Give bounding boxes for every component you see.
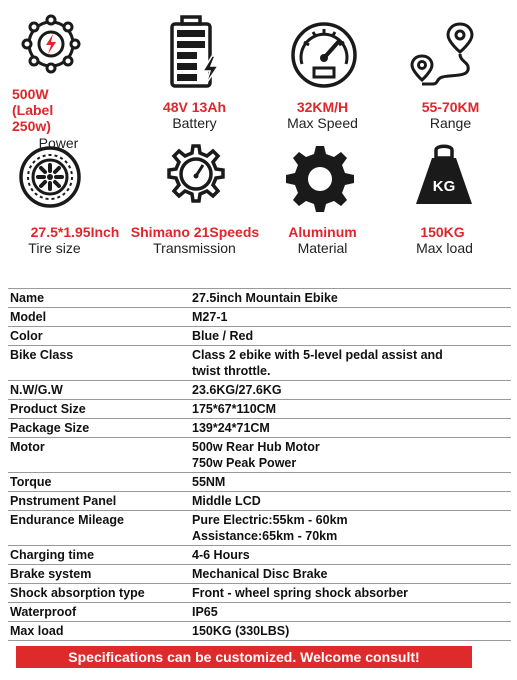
spec-value	[190, 511, 511, 546]
spec-value-line: Middle LCD	[192, 494, 261, 508]
spec-value-line: 139*24*71CM	[192, 421, 270, 435]
spec-row	[8, 327, 511, 346]
spec-table	[8, 288, 511, 641]
feature-power	[0, 0, 129, 150]
tire-size-label: Tire size	[28, 240, 81, 256]
spec-value-line: 27.5inch Mountain Ebike	[192, 291, 338, 305]
transmission-label: Transmission	[153, 240, 236, 256]
spec-key: Name	[8, 289, 190, 308]
spec-row	[8, 346, 511, 381]
spec-row	[8, 546, 511, 565]
spec-row	[8, 622, 511, 641]
battery-label: Battery	[172, 115, 217, 131]
spec-key: Product Size	[8, 400, 190, 419]
spec-key: Motor	[8, 438, 190, 473]
feature-material	[258, 140, 387, 260]
spec-row	[8, 603, 511, 622]
spec-key: Waterproof	[8, 603, 190, 622]
spec-value-line: 750w Peak Power	[192, 456, 297, 470]
spec-row	[8, 492, 511, 511]
spec-key: Shock absorption type	[8, 584, 190, 603]
feature-battery	[130, 0, 259, 150]
spec-value	[190, 289, 511, 308]
spec-value	[190, 438, 511, 473]
spec-row	[8, 473, 511, 492]
max-load-value: 150KG	[420, 224, 465, 240]
spec-row	[8, 308, 511, 327]
spec-value-line: M27-1	[192, 310, 228, 324]
spec-value-line: Front - wheel spring shock absorber	[192, 586, 409, 600]
spec-value-line: Pure Electric:55km - 60km	[192, 513, 348, 527]
spec-value	[190, 308, 511, 327]
spec-row	[8, 584, 511, 603]
range-value: 55-70KM	[421, 99, 480, 115]
feature-max-speed	[258, 0, 387, 150]
spec-row	[8, 419, 511, 438]
customize-banner: Specifications can be customized. Welcome consult!	[16, 646, 472, 668]
spec-value	[190, 565, 511, 584]
spec-row	[8, 400, 511, 419]
spec-value	[190, 473, 511, 492]
spec-value-line: 150KG (330LBS)	[192, 624, 290, 638]
spec-key: Torque	[8, 473, 190, 492]
spec-key: N.W/G.W	[8, 381, 190, 400]
max-speed-value: 32KM/H	[296, 99, 349, 115]
range-label: Range	[429, 115, 472, 131]
spec-value	[190, 419, 511, 438]
tire-size-value: 27.5*1.95Inch	[30, 224, 120, 240]
spec-value-line: Class 2 ebike with 5-level pedal assist and	[192, 348, 443, 362]
spec-key: Brake system	[8, 565, 190, 584]
power-value-label: (Label	[12, 102, 54, 118]
tire-icon	[18, 145, 82, 209]
feature-range	[386, 0, 515, 150]
spec-value	[190, 492, 511, 511]
spec-key: Charging time	[8, 546, 190, 565]
feature-transmission	[130, 140, 259, 260]
aluminum-gear-icon	[284, 144, 356, 214]
power-value: 500W	[12, 86, 49, 102]
weight-icon-text: KG	[432, 178, 456, 195]
spec-value-line: twist throttle.	[192, 364, 271, 378]
spec-value-line: 175*67*110CM	[192, 402, 277, 416]
spec-value-line: 4-6 Hours	[192, 548, 250, 562]
spec-value	[190, 622, 511, 641]
feature-tire-size	[0, 140, 129, 260]
spec-value-line: Mechanical Disc Brake	[192, 567, 328, 581]
spec-value	[190, 381, 511, 400]
battery-value: 48V 13Ah	[162, 99, 227, 115]
spec-row	[8, 438, 511, 473]
material-value: Aluminum	[288, 224, 357, 240]
spec-row	[8, 289, 511, 308]
material-label: Material	[297, 240, 348, 256]
battery-icon	[160, 14, 230, 90]
spec-key: Color	[8, 327, 190, 346]
spec-value	[190, 346, 511, 381]
spec-value	[190, 584, 511, 603]
power-label: Power	[38, 135, 79, 151]
spec-value-line: 23.6KG/27.6KG	[192, 383, 282, 397]
spec-value-line: IP65	[192, 605, 218, 619]
route-icon	[408, 22, 482, 88]
spec-key: Max load	[8, 622, 190, 641]
transmission-value: Shimano 21Speeds	[130, 224, 260, 240]
spec-key: Pnstrument Panel	[8, 492, 190, 511]
gear-speedometer-icon	[152, 142, 234, 212]
max-speed-label: Max Speed	[287, 115, 358, 131]
spec-row	[8, 381, 511, 400]
spec-key: Package Size	[8, 419, 190, 438]
power-value-label-2: 250w)	[12, 118, 51, 134]
spec-value	[190, 400, 511, 419]
spec-value	[190, 603, 511, 622]
spec-key: Bike Class	[8, 346, 190, 381]
spec-key: Model	[8, 308, 190, 327]
spec-value-line: 55NM	[192, 475, 226, 489]
motor-icon	[18, 14, 84, 74]
spec-value	[190, 327, 511, 346]
weight-icon	[412, 142, 476, 206]
spec-value	[190, 546, 511, 565]
spec-value-line: Blue / Red	[192, 329, 254, 343]
spec-row	[8, 565, 511, 584]
spec-value-line: Assistance:65km - 70km	[192, 529, 338, 543]
spec-value-line: 500w Rear Hub Motor	[192, 440, 320, 454]
speedometer-icon	[288, 20, 360, 90]
feature-max-load	[386, 140, 515, 260]
spec-row	[8, 511, 511, 546]
spec-key: Endurance Mileage	[8, 511, 190, 546]
max-load-label: Max load	[416, 240, 473, 256]
